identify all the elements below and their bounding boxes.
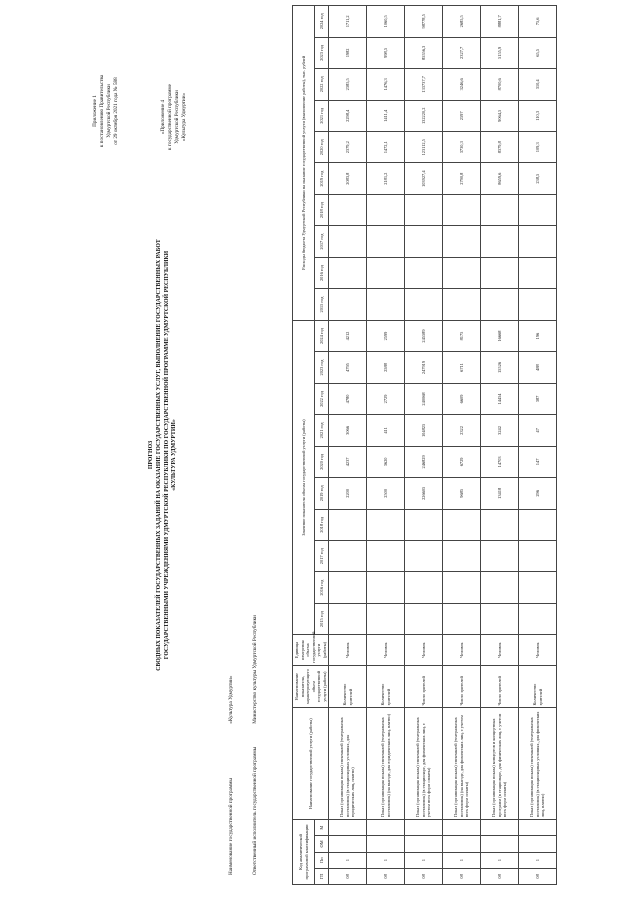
cell-value: 2322 bbox=[443, 415, 481, 446]
cell-pp: 1 bbox=[519, 852, 557, 868]
table-row bbox=[481, 6, 519, 885]
cell-value bbox=[443, 572, 481, 603]
cell-value: 4795 bbox=[329, 352, 367, 383]
cell-value bbox=[367, 572, 405, 603]
cell-pp: 1 bbox=[405, 852, 443, 868]
cell-value bbox=[519, 541, 557, 572]
cell-value: 3066 bbox=[329, 415, 367, 446]
cell-value bbox=[481, 572, 519, 603]
cell-om bbox=[443, 836, 481, 852]
cell-gp: 08 bbox=[519, 868, 557, 884]
cell-m bbox=[329, 820, 367, 836]
header-expense-year: 2016 год bbox=[315, 257, 329, 288]
cell-unit: Человек bbox=[405, 635, 443, 665]
cell-expense bbox=[443, 257, 481, 288]
cell-expense bbox=[443, 226, 481, 257]
annex-line: Удмуртской Республики bbox=[106, 84, 113, 138]
cell-expense: 5155,9 bbox=[481, 37, 519, 68]
cell-expense: 8659,6 bbox=[481, 163, 519, 194]
cell-indicator: Число зрителей bbox=[443, 665, 481, 708]
cell-expense bbox=[367, 289, 405, 320]
cell-expense bbox=[405, 226, 443, 257]
cell-expense: 238,5 bbox=[519, 163, 557, 194]
cell-value: 411 bbox=[367, 415, 405, 446]
table-row bbox=[329, 6, 367, 885]
cell-service-name: Показ (организация показа) концертов и концертных программ (в стационаре, для физических лиц, с учетом всех форм оплаты) bbox=[481, 708, 519, 820]
program-row bbox=[228, 676, 234, 875]
header-value-year: 2022 год bbox=[315, 383, 329, 414]
cell-gp: 08 bbox=[329, 868, 367, 884]
cell-expense: 123112,5 bbox=[405, 132, 443, 163]
cell-expense bbox=[329, 226, 367, 257]
cell-value bbox=[329, 541, 367, 572]
cell-value: 4237 bbox=[329, 446, 367, 477]
annex-line: Удмуртской Республики bbox=[174, 90, 181, 144]
header-value-year: 2020 год bbox=[315, 446, 329, 477]
cell-value bbox=[443, 509, 481, 540]
cell-service-name: Показ (организация показа) спектаклей (театральных постановок) (в стационаре, для физических лиц, с учетом всех форм оплаты) bbox=[405, 708, 443, 820]
executor-value: Министерство культуры Удмуртской Республики bbox=[252, 615, 258, 724]
title-line: «КУЛЬТУРА УДМУРТИИ» bbox=[171, 419, 178, 491]
cell-value bbox=[481, 541, 519, 572]
cell-indicator: Число зрителей bbox=[405, 665, 443, 708]
cell-indicator: Количество зрителей bbox=[329, 665, 367, 708]
cell-value: 240068 bbox=[405, 383, 443, 414]
cell-pp: 1 bbox=[481, 852, 519, 868]
cell-expense: 2385,5 bbox=[329, 69, 367, 100]
header-value-year: 2019 год bbox=[315, 478, 329, 509]
cell-expense bbox=[443, 194, 481, 225]
cell-m bbox=[481, 820, 519, 836]
annex-line: от 29 октября 2021 года № 588 bbox=[113, 77, 120, 145]
cell-expense bbox=[405, 194, 443, 225]
cell-value: 387 bbox=[519, 383, 557, 414]
cell-value bbox=[481, 603, 519, 634]
cell-value bbox=[481, 509, 519, 540]
header-value-year: 2016 год bbox=[315, 572, 329, 603]
title-line: ГОСУДАРСТВЕННЫМИ УЧРЕЖДЕНИЯМИ УДМУРТСКОЙ РЕСПУБЛИКИ ПО ГОСУДАРСТВЕННОЙ ПРОГРАММЕ УДМУРТСКОЙ РЕСПУБЛИКИ bbox=[163, 250, 170, 660]
cell-unit: Человек bbox=[519, 635, 557, 665]
cell-expense: 109,3 bbox=[519, 132, 557, 163]
header-pp: Пп bbox=[315, 852, 329, 868]
header-value-year: 2024 год bbox=[315, 320, 329, 352]
cell-value bbox=[367, 603, 405, 634]
cell-expense bbox=[329, 194, 367, 225]
cell-value: 147 bbox=[519, 446, 557, 477]
cell-value: 14703 bbox=[481, 446, 519, 477]
cell-expense: 2685,5 bbox=[443, 6, 481, 38]
cell-value: 247919 bbox=[405, 352, 443, 383]
table-row bbox=[443, 6, 481, 885]
header-value-year: 2015 год bbox=[315, 603, 329, 634]
cell-value bbox=[519, 509, 557, 540]
cell-expense: 998,5 bbox=[367, 37, 405, 68]
executor-label: Ответственный исполнитель государственной программы bbox=[252, 746, 258, 875]
cell-gp: 08 bbox=[443, 868, 481, 884]
cell-m bbox=[519, 820, 557, 836]
cell-value: 4212 bbox=[329, 320, 367, 352]
header-gp: ГП bbox=[315, 868, 329, 884]
cell-gp: 08 bbox=[405, 868, 443, 884]
annex-line: «Культура Удмуртии» bbox=[181, 92, 188, 142]
header-expense-year: 2024 год bbox=[315, 6, 329, 38]
cell-unit: Человек bbox=[367, 635, 405, 665]
cell-expense: 75,6 bbox=[519, 6, 557, 38]
header-expense-year: 2017 год bbox=[315, 226, 329, 257]
cell-expense: 1476,3 bbox=[367, 69, 405, 100]
cell-service-name: Показ (организация показа) спектаклей (театральных постановок) (в стационарных условиях, для физических лиц, платно) bbox=[519, 708, 557, 820]
forecast-table bbox=[292, 5, 557, 885]
cell-expense: 310,4 bbox=[519, 69, 557, 100]
cell-unit: Человек bbox=[481, 635, 519, 665]
cell-value: 14454 bbox=[481, 383, 519, 414]
cell-om bbox=[367, 836, 405, 852]
header-code: Код аналитической программной классификации bbox=[293, 820, 315, 885]
cell-value bbox=[405, 572, 443, 603]
cell-expense: 8700,6 bbox=[481, 69, 519, 100]
cell-expense bbox=[329, 257, 367, 288]
header-expense-year: 2019 год bbox=[315, 163, 329, 194]
cell-unit: Человек bbox=[329, 635, 367, 665]
cell-expense: 1711,2 bbox=[329, 6, 367, 38]
cell-value: 6711 bbox=[443, 352, 481, 383]
cell-value: 2588 bbox=[367, 352, 405, 383]
cell-value: 2200 bbox=[329, 478, 367, 509]
cell-value: 104825 bbox=[405, 415, 443, 446]
cell-value bbox=[443, 541, 481, 572]
cell-value: 296 bbox=[519, 478, 557, 509]
header-expenses: Расходы бюджета Удмуртской Республики на оказание государственной услуги (выполнение работы), тыс. рублей bbox=[293, 6, 315, 321]
cell-expense bbox=[481, 289, 519, 320]
cell-expense: 85556,3 bbox=[405, 37, 443, 68]
annex-line: «Приложение 4 bbox=[160, 99, 166, 135]
cell-expense bbox=[367, 257, 405, 288]
cell-value: 6609 bbox=[443, 383, 481, 414]
cell-value: 8175 bbox=[443, 320, 481, 352]
annex-1-block bbox=[92, 26, 120, 196]
header-expense-year: 2018 год bbox=[315, 194, 329, 225]
cell-expense: 8881,7 bbox=[481, 6, 519, 38]
cell-service-name: Показ (организация показа) спектаклей (театральных постановок) (в стационарных условиях, для юридических лиц, платно) bbox=[329, 708, 367, 820]
cell-pp: 1 bbox=[329, 852, 367, 868]
header-unit: Единица измерения объема государственной услуги (работы) bbox=[293, 635, 329, 665]
cell-expense: 2298,4 bbox=[329, 100, 367, 131]
cell-value: 196 bbox=[519, 320, 557, 352]
cell-om bbox=[329, 836, 367, 852]
cell-expense: 9064,5 bbox=[481, 100, 519, 131]
table-row bbox=[519, 6, 557, 885]
header-expense-year: 2023 год bbox=[315, 37, 329, 68]
document-title bbox=[148, 155, 179, 755]
cell-expense: 1411,4 bbox=[367, 100, 405, 131]
cell-om bbox=[481, 836, 519, 852]
cell-indicator: Количество зрителей bbox=[367, 665, 405, 708]
header-expense-year: 2022 год bbox=[315, 69, 329, 100]
cell-expense bbox=[481, 194, 519, 225]
cell-value: 2500 bbox=[367, 478, 405, 509]
cell-value bbox=[519, 572, 557, 603]
cell-value: 2729 bbox=[367, 383, 405, 414]
cell-value: 245589 bbox=[405, 320, 443, 352]
cell-value bbox=[329, 603, 367, 634]
cell-value: 246829 bbox=[405, 446, 443, 477]
annex-line: Приложение 1 bbox=[92, 95, 98, 127]
cell-gp: 08 bbox=[367, 868, 405, 884]
cell-expense bbox=[481, 226, 519, 257]
program-label: Наименование государственной программы bbox=[228, 778, 234, 875]
cell-expense: 1060,5 bbox=[367, 6, 405, 38]
cell-expense: 2597 bbox=[443, 100, 481, 131]
cell-m bbox=[405, 820, 443, 836]
cell-expense bbox=[405, 289, 443, 320]
cell-om bbox=[519, 836, 557, 852]
cell-gp: 08 bbox=[481, 868, 519, 884]
cell-expense: 1472,1 bbox=[367, 132, 405, 163]
cell-value: 47 bbox=[519, 415, 557, 446]
cell-pp: 1 bbox=[443, 852, 481, 868]
cell-expense: 2327,7 bbox=[443, 37, 481, 68]
cell-expense: 110,3 bbox=[519, 100, 557, 131]
header-indicator: Наименование показателя, характеризующего объем государственной услуги (работы) bbox=[293, 665, 329, 708]
cell-expense bbox=[519, 226, 557, 257]
cell-value bbox=[405, 541, 443, 572]
cell-expense: 103927,4 bbox=[405, 163, 443, 194]
cell-expense: 2790,8 bbox=[443, 163, 481, 194]
cell-expense: 3246,6 bbox=[443, 69, 481, 100]
cell-value bbox=[443, 603, 481, 634]
cell-value: 226605 bbox=[405, 478, 443, 509]
cell-expense bbox=[367, 226, 405, 257]
cell-value bbox=[405, 509, 443, 540]
title-line: СВОДНЫХ ПОКАЗАТЕЛЕЙ ГОСУДАРСТВЕННЫХ ЗАДАНИЙ НА ОКАЗАНИЕ ГОСУДАРСТВЕННЫХ УСЛУГ, ВЫПОЛНЕНИЕ ГОСУДАРСТВЕННЫХ РАБОТ bbox=[155, 239, 162, 671]
cell-value bbox=[405, 603, 443, 634]
cell-expense: 2083,8 bbox=[329, 163, 367, 194]
cell-expense: 98778,5 bbox=[405, 6, 443, 38]
title-line: ПРОГНОЗ bbox=[148, 440, 154, 470]
cell-expense bbox=[519, 289, 557, 320]
cell-value: 16668 bbox=[481, 320, 519, 352]
cell-expense: 65,5 bbox=[519, 37, 557, 68]
cell-expense bbox=[481, 257, 519, 288]
cell-value: 4780 bbox=[329, 383, 367, 414]
cell-expense: 133737,7 bbox=[405, 69, 443, 100]
header-value-year: 2023 год bbox=[315, 352, 329, 383]
annex-line: к государственной программе bbox=[167, 84, 174, 150]
header-m: М bbox=[315, 820, 329, 836]
header-values: Значение показателя объема государственной услуги (работы) bbox=[293, 320, 315, 635]
cell-expense: 2181,2 bbox=[367, 163, 405, 194]
cell-service-name: Показ (организация показа) спектаклей (театральных постановок) (на выезде, для физических лиц, с учетом всех форм оплаты) bbox=[443, 708, 481, 820]
cell-expense bbox=[329, 289, 367, 320]
cell-value bbox=[329, 572, 367, 603]
header-service-name: Наименование государственной услуги (работы) bbox=[293, 708, 329, 820]
program-value: «Культура Удмуртии» bbox=[228, 675, 234, 724]
cell-value bbox=[367, 541, 405, 572]
cell-expense: 2379,2 bbox=[329, 132, 367, 163]
header-expense-year: 2020 год bbox=[315, 132, 329, 163]
cell-m bbox=[443, 820, 481, 836]
table-row bbox=[405, 6, 443, 885]
cell-pp: 1 bbox=[367, 852, 405, 868]
cell-expense bbox=[405, 257, 443, 288]
cell-expense: 3730,3 bbox=[443, 132, 481, 163]
cell-expense: 132220,2 bbox=[405, 100, 443, 131]
header-value-year: 2021 год bbox=[315, 415, 329, 446]
cell-value: 488 bbox=[519, 352, 557, 383]
executor-row bbox=[252, 615, 258, 875]
cell-value: 3620 bbox=[367, 446, 405, 477]
cell-expense bbox=[519, 257, 557, 288]
header-value-year: 2018 год bbox=[315, 509, 329, 540]
cell-expense bbox=[519, 194, 557, 225]
header-om: ОМ bbox=[315, 836, 329, 852]
header-value-year: 2017 год bbox=[315, 541, 329, 572]
cell-value: 6729 bbox=[443, 446, 481, 477]
cell-om bbox=[405, 836, 443, 852]
cell-unit: Человек bbox=[443, 635, 481, 665]
cell-value bbox=[329, 509, 367, 540]
cell-m bbox=[367, 820, 405, 836]
cell-value: 2599 bbox=[367, 320, 405, 352]
annex-line: к постановлению Правительства bbox=[99, 74, 106, 148]
cell-value: 13418 bbox=[481, 478, 519, 509]
cell-value: 9685 bbox=[443, 478, 481, 509]
cell-expense bbox=[367, 194, 405, 225]
header-expense-year: 2021 год bbox=[315, 100, 329, 131]
cell-value bbox=[367, 509, 405, 540]
cell-value bbox=[519, 603, 557, 634]
cell-expense bbox=[443, 289, 481, 320]
cell-value: 15526 bbox=[481, 352, 519, 383]
header-expense-year: 2015 год bbox=[315, 289, 329, 320]
cell-expense: 8379,8 bbox=[481, 132, 519, 163]
cell-indicator: Количество зрителей bbox=[519, 665, 557, 708]
cell-indicator: Число зрителей bbox=[481, 665, 519, 708]
table-row bbox=[367, 6, 405, 885]
cell-service-name: Показ (организация показа) спектаклей (театральных постановок) (на выезде, для юридических лиц, платно) bbox=[367, 708, 405, 820]
cell-value: 3242 bbox=[481, 415, 519, 446]
cell-expense: 1982 bbox=[329, 37, 367, 68]
